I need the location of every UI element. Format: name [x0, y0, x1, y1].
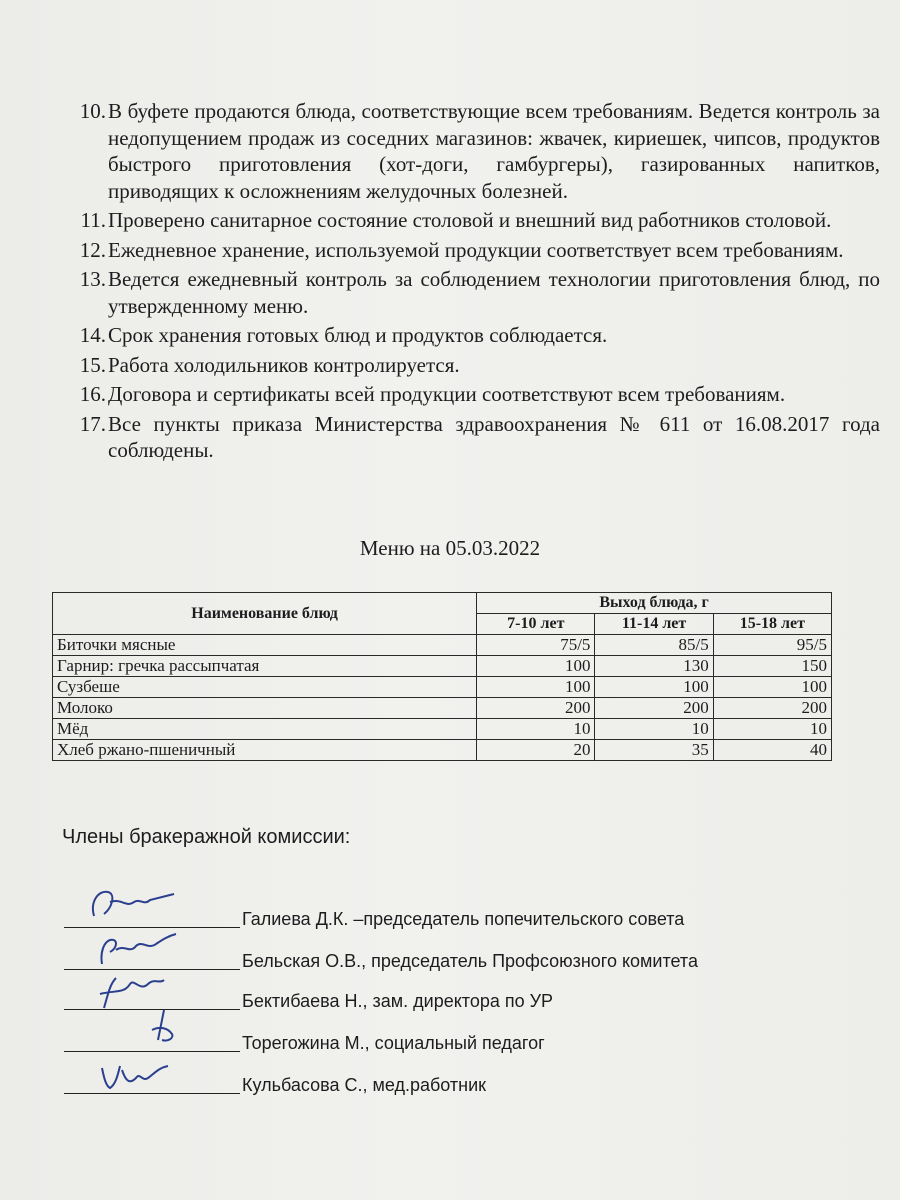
- table-row: [53, 635, 832, 656]
- dish-name: Мёд: [53, 719, 477, 740]
- column-header-output: Выход блюда, г: [477, 593, 832, 614]
- list-item: [62, 98, 880, 204]
- portion-value: 100: [713, 677, 831, 698]
- signature-row: [64, 1068, 884, 1098]
- member-name: Кульбасова С., мед.работник: [242, 1075, 487, 1095]
- item-number: 12.: [79, 237, 106, 262]
- member-name: Торегожина М., социальный педагог: [242, 1033, 545, 1053]
- requirements-list: [62, 98, 880, 467]
- portion-value: 10: [595, 719, 713, 740]
- portion-value: 85/5: [595, 635, 713, 656]
- item-text: Ежедневное хранение, используемой продукции соответствует всем требованиям.: [108, 237, 844, 262]
- column-header-age: 7-10 лет: [477, 614, 595, 635]
- list-item: [62, 266, 880, 319]
- item-text: Работа холодильников контролируется.: [108, 352, 460, 377]
- item-text: Все пункты приказа Министерства здравоохранения № 611 от 16.08.2017 года соблюдены.: [108, 411, 880, 462]
- table-row: [53, 698, 832, 719]
- column-header-age: 15-18 лет: [713, 614, 831, 635]
- item-text: Проверено санитарное состояние столовой и внешний вид работников столовой.: [108, 208, 832, 232]
- menu-table: [52, 592, 832, 761]
- table-row: [53, 740, 832, 761]
- list-item: [62, 381, 880, 408]
- item-text: Ведется ежедневный контроль за соблюдением технологии приготовления блюд, по утвержденному меню.: [108, 267, 880, 318]
- item-number: 16.: [79, 382, 106, 406]
- dish-name: Молоко: [53, 698, 477, 719]
- list-item: [62, 352, 880, 379]
- item-number: 13.: [79, 267, 106, 291]
- portion-value: 35: [595, 740, 713, 761]
- list-item: [62, 411, 880, 464]
- member-name: Бектибаева Н., зам. директора по УР: [242, 991, 554, 1011]
- menu-title: Меню на 05.03.2022: [359, 536, 541, 560]
- table-row: [53, 677, 832, 698]
- table-header-row: [53, 593, 832, 614]
- portion-value: 100: [595, 677, 713, 698]
- column-header-age: 11-14 лет: [595, 614, 713, 635]
- dish-name: Гарнир: гречка рассыпчатая: [53, 656, 477, 677]
- portion-value: 200: [477, 698, 595, 719]
- member-name: Бельская О.В., председатель Профсоюзного комитета: [242, 951, 698, 971]
- list-item: [62, 207, 880, 234]
- portion-value: 100: [477, 656, 595, 677]
- signature-line: [64, 1093, 240, 1094]
- dish-name: Сузбеше: [53, 677, 477, 698]
- portion-value: 10: [713, 719, 831, 740]
- item-number: 11.: [80, 208, 106, 232]
- item-number: 14.: [79, 323, 106, 347]
- portion-value: 130: [595, 656, 713, 677]
- commission-title: Члены бракеражной комиссии:: [62, 826, 351, 848]
- portion-value: 200: [595, 698, 713, 719]
- item-number: 10.: [79, 99, 106, 123]
- item-number: 17.: [79, 411, 106, 436]
- table-row: [53, 656, 832, 677]
- item-text: В буфете продаются блюда, соответствующие всем требованиям. Ведется контроль за недопущением продаж из соседних магазинов: жвачек, кириешек, чипсов, продуктов быстрого приготовления (хот-доги, гамбургеры), газированных напитков, приводящих к осложнениям желудочных болезней.: [108, 99, 880, 203]
- list-item: [62, 237, 880, 264]
- portion-value: 95/5: [713, 635, 831, 656]
- portion-value: 200: [713, 698, 831, 719]
- list-item: [62, 322, 880, 349]
- item-text: Срок хранения готовых блюд и продуктов соблюдается.: [108, 323, 608, 347]
- item-text: Договора и сертификаты всей продукции соответствуют всем требованиям.: [108, 382, 786, 406]
- portion-value: 150: [713, 656, 831, 677]
- handwritten-signature: [64, 1038, 244, 1098]
- portion-value: 20: [477, 740, 595, 761]
- dish-name: Биточки мясные: [53, 635, 477, 656]
- portion-value: 100: [477, 677, 595, 698]
- portion-value: 40: [713, 740, 831, 761]
- table-row: [53, 719, 832, 740]
- portion-value: 75/5: [477, 635, 595, 656]
- member-name: Галиева Д.К. –председатель попечительского совета: [242, 909, 685, 929]
- column-header-dish: Наименование блюд: [53, 593, 477, 635]
- item-number: 15.: [79, 352, 106, 377]
- portion-value: 10: [477, 719, 595, 740]
- dish-name: Хлеб ржано-пшеничный: [53, 740, 477, 761]
